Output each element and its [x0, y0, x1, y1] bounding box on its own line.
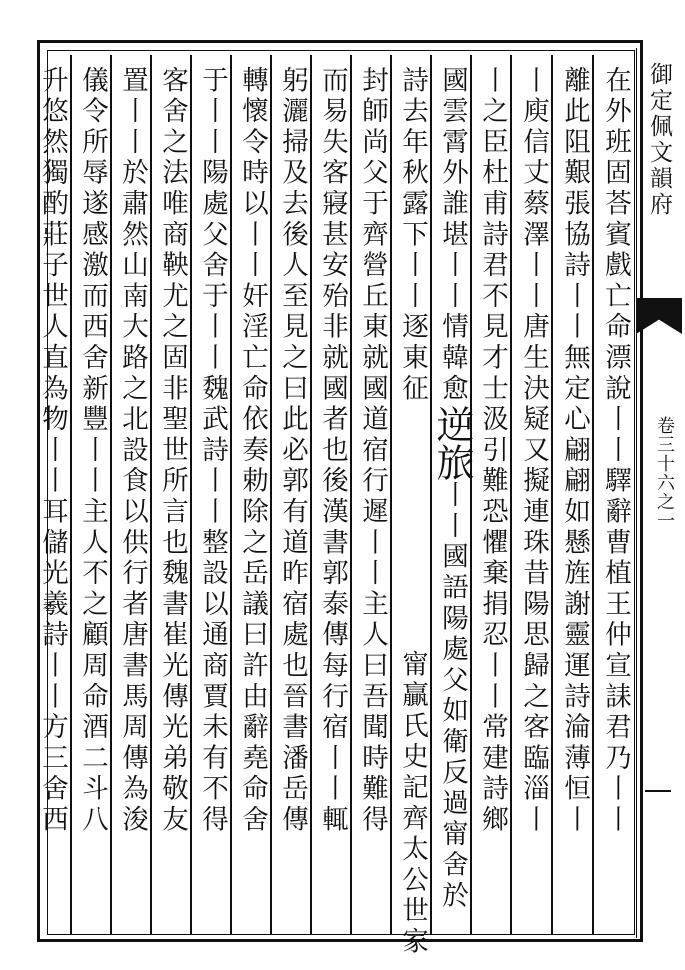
text-column: 丨之臣杜甫詩君不見才士汲引難恐懼棄捐忍丨丨常建詩鄉 [477, 66, 508, 836]
page-mark [645, 790, 671, 792]
text-column: 置丨丨於肅然山南大路之北設食以供行者唐書馬周傳為浚 [117, 66, 148, 836]
column-text: 丨丨國語陽處父如衛反過甯舍於 [437, 480, 468, 913]
text-column: 而易失客寢甚安殆非就國者也後漢書郭泰傳每行宿丨丨輒 [317, 66, 348, 836]
text-column: 詩去年秋露下丨丨逐東征 [397, 66, 428, 405]
entry-heading: 逆旅 [430, 404, 474, 481]
text-column: 升悠然獨酌莊子世人直為物丨丨耳儲光羲詩丨丨方三舍西 [37, 66, 68, 836]
annotation-column: 甯贏氏史記齊太公世家 [397, 650, 428, 958]
text-column: 封師尚父于齊營丘東就國道宿行遲丨丨主人曰吾聞時難得 [357, 66, 388, 836]
book-title: 御定佩文韻府 [646, 62, 672, 218]
text-column: 轉懷令時以丨丨奸淫亡命依奏勅除之岳議曰許由辭堯命舍 [237, 66, 268, 836]
text-column: 躬灑掃及去後人至見之曰此必郭有道昨宿處也晉書潘岳傳 [277, 66, 308, 836]
text-column: 儀令所辱遂感激而西舍新豐丨丨主人不之顧周命酒二斗八 [77, 66, 108, 836]
text-column: 離此阻艱張協詩丨丨無定心翩翩如懸旌謝靈運詩淪薄恒丨 [559, 66, 590, 836]
volume-label: 卷三十六之一 [654, 416, 675, 530]
text-column: 客舍之法唯商鞅尤之固非聖世所言也魏書崔光傳光弟敬友 [157, 66, 188, 836]
text-column: 于丨丨陽處父舍于丨丨魏武詩丨丨整設以通商賈未有不得 [197, 66, 228, 836]
text-column [430, 66, 474, 926]
text-column: 丨庾信丈蔡澤丨丨唐生決疑又擬連珠昔陽思歸之客臨淄丨 [518, 66, 549, 836]
text-column: 在外班固荅賓戲亡命漂說丨丨驛辭曹植王仲宣誄君乃丨丨 [600, 66, 631, 836]
column-text: 國雲霄外誰堪丨丨情韓愈 [437, 66, 468, 405]
